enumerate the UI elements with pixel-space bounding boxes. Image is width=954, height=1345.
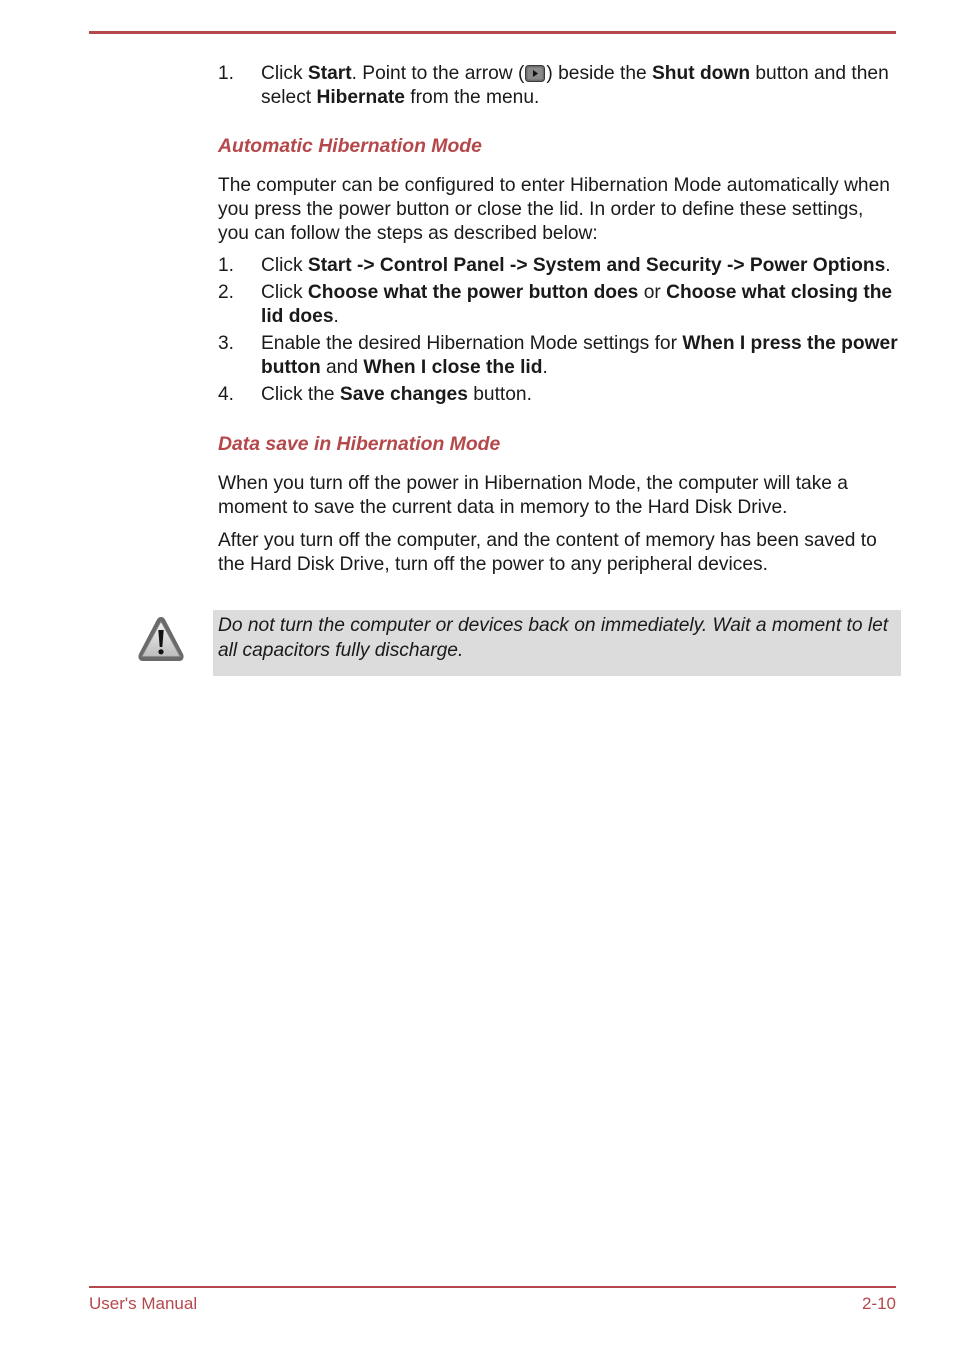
step-enable-hibernation-settings: 3. Enable the desired Hibernation Mode settings for When I press the power button and When I close the lid.	[218, 333, 898, 378]
section-intro-paragraph: The computer can be configured to enter Hibernation Mode automatically when you press the power button or close the lid. In order to define these settings, you can follow the steps as described below:	[218, 175, 890, 244]
footer-page-number: 2-10	[861, 1294, 896, 1313]
step-hibernate-from-start-menu: 1. Click Start. Point to the arrow ( ) beside the Shut down button and then select Hibernate from the menu.	[218, 63, 889, 108]
step-choose-power-button-action: 2. Click Choose what the power button does or Choose what closing the lid does.	[218, 282, 893, 327]
footer-rule	[89, 1286, 896, 1288]
section-heading-automatic-hibernation: Automatic Hibernation Mode	[218, 135, 482, 157]
footer-manual-title: User's Manual	[89, 1294, 198, 1313]
warning-note-text: Do not turn the computer or devices back on immediately. Wait a moment to let all capacitors fully discharge.	[218, 615, 889, 661]
data-save-paragraph: When you turn off the power in Hibernation Mode, the computer will take a moment to save the current data in memory to the Hard Disk Drive.	[218, 473, 848, 518]
header-rule	[89, 31, 896, 34]
start-keyword: Start	[307, 63, 352, 84]
step-number: 1.	[218, 63, 235, 84]
step-number: 2.	[218, 282, 235, 303]
section-heading-data-save: Data save in Hibernation Mode	[218, 433, 501, 455]
step-open-power-options: 1. Click Start -> Control Panel -> System and Security -> Power Options.	[218, 255, 891, 276]
page-content	[218, 62, 898, 577]
hibernate-keyword: Hibernate	[316, 87, 405, 108]
step-save-changes: 4. Click the Save changes button.	[218, 384, 532, 405]
arrow-button-icon	[525, 65, 545, 82]
warning-triangle-icon	[136, 614, 186, 664]
step-number: 1.	[218, 255, 235, 276]
step-number: 4.	[218, 384, 235, 405]
power-off-peripherals-paragraph: After you turn off the computer, and the content of memory has been saved to the Hard Disk Drive, turn off the power to any peripheral devices.	[218, 530, 877, 575]
step-number: 3.	[218, 333, 235, 354]
shut-down-keyword: Shut down	[652, 63, 751, 84]
